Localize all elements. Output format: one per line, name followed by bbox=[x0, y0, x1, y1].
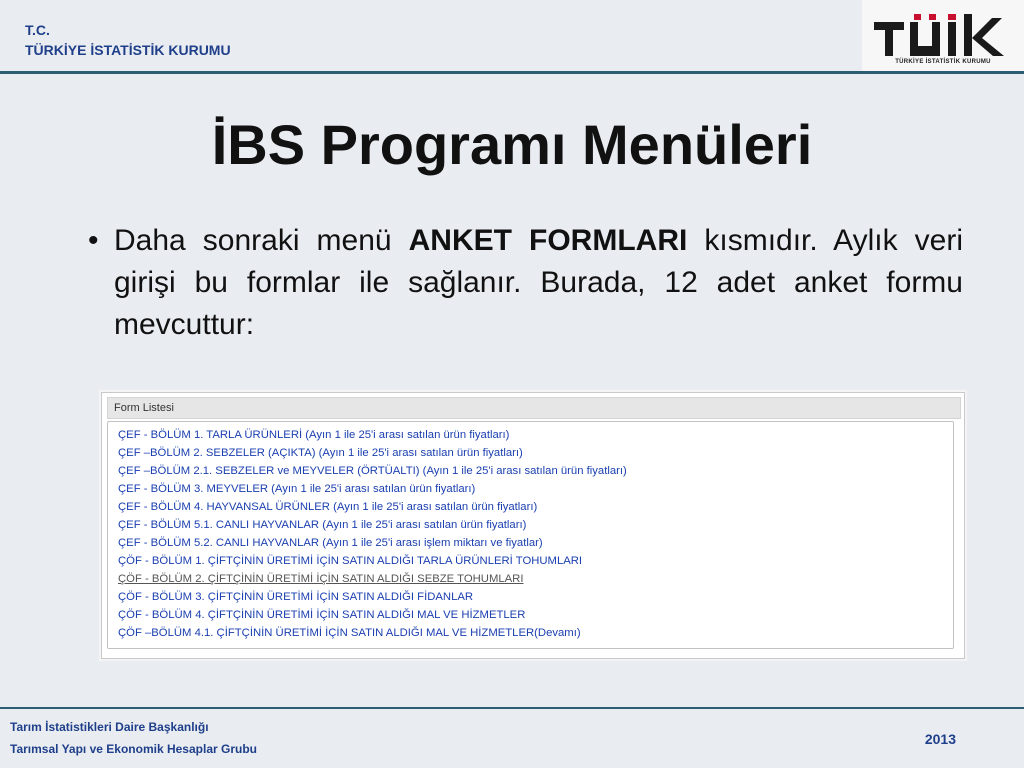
form-link[interactable]: ÇEF –BÖLÜM 2. SEBZELER (AÇIKTA) (Ayın 1 ile 25'i arası satılan ürün fiyatları) bbox=[118, 447, 523, 459]
header-divider bbox=[0, 71, 1024, 74]
bullet-text bbox=[114, 220, 963, 346]
form-link[interactable]: ÇEF - BÖLÜM 3. MEYVELER (Ayın 1 ile 25'i arası satılan ürün fiyatları) bbox=[118, 483, 476, 495]
slide-header bbox=[0, 0, 1024, 72]
org-line-name: TÜRKİYE İSTATİSTİK KURUMU bbox=[25, 42, 231, 58]
form-link[interactable]: ÇÖF - BÖLÜM 3. ÇİFTÇİNİN ÜRETİMİ İÇİN SATIN ALDIĞI FİDANLAR bbox=[118, 591, 474, 603]
footer-line-2: Tarımsal Yapı ve Ekonomik Hesaplar Grubu bbox=[10, 742, 257, 756]
bullet-icon: • bbox=[88, 224, 99, 257]
form-link[interactable]: ÇEF - BÖLÜM 5.1. CANLI HAYVANLAR (Ayın 1 ile 25'i arası satılan ürün fiyatları) bbox=[118, 519, 527, 531]
organization-label bbox=[25, 20, 231, 60]
tuik-logo-icon bbox=[874, 14, 1014, 58]
form-link[interactable]: ÇEF - BÖLÜM 1. TARLA ÜRÜNLERİ (Ayın 1 ile 25'i arası satılan ürün fiyatları) bbox=[118, 429, 510, 441]
logo-subtitle: TÜRKİYE İSTATİSTİK KURUMU bbox=[895, 59, 991, 65]
footer-divider bbox=[0, 707, 1024, 709]
form-link[interactable]: ÇEF - BÖLÜM 4. HAYVANSAL ÜRÜNLER (Ayın 1 ile 25'i arası satılan ürün fiyatları) bbox=[118, 501, 538, 513]
form-link[interactable]: ÇÖF –BÖLÜM 4.1. ÇİFTÇİNİN ÜRETİMİ İÇİN SATIN ALDIĞI MAL VE HİZMETLER(Devamı) bbox=[118, 627, 581, 639]
footer-department bbox=[10, 716, 257, 760]
form-list bbox=[107, 421, 954, 649]
form-link-visited[interactable]: ÇÖF - BÖLÜM 2. ÇİFTÇİNİN ÜRETİMİ İÇİN SATIN ALDIĞI SEBZE TOHUMLARI bbox=[118, 573, 524, 585]
form-list-title: Form Listesi bbox=[114, 402, 174, 414]
form-link[interactable]: ÇEF –BÖLÜM 2.1. SEBZELER ve MEYVELER (ÖRTÜALTI) (Ayın 1 ile 25'i arası satılan ürün fiyatları) bbox=[118, 465, 627, 477]
bullet-text-after: kısmıdır. Aylık veri girişi bu formlar ile sağlanır. Burada, 12 adet anket formu mevcuttur: bbox=[114, 224, 963, 341]
form-link[interactable]: ÇÖF - BÖLÜM 4. ÇİFTÇİNİN ÜRETİMİ İÇİN SATIN ALDIĞI MAL VE HİZMETLER bbox=[118, 609, 526, 621]
bullet-point bbox=[88, 220, 963, 346]
form-list-panel bbox=[101, 392, 965, 659]
bullet-text-bold: ANKET FORMLARI bbox=[408, 224, 688, 257]
slide-title: İBS Programı Menüleri bbox=[211, 113, 813, 176]
org-line-tc: T.C. bbox=[25, 22, 50, 38]
form-link[interactable]: ÇÖF - BÖLÜM 1. ÇİFTÇİNİN ÜRETİMİ İÇİN SATIN ALDIĞI TARLA ÜRÜNLERİ TOHUMLARI bbox=[118, 555, 583, 567]
bullet-text-before: Daha sonraki menü bbox=[114, 224, 409, 257]
tuik-logo bbox=[862, 0, 1024, 72]
footer-line-1: Tarım İstatistikleri Daire Başkanlığı bbox=[10, 720, 209, 734]
form-link[interactable]: ÇEF - BÖLÜM 5.2. CANLI HAYVANLAR (Ayın 1 ile 25'i arası işlem miktarı ve fiyatlar) bbox=[118, 537, 543, 549]
form-list-header bbox=[107, 397, 961, 419]
footer-year: 2013 bbox=[924, 731, 956, 747]
